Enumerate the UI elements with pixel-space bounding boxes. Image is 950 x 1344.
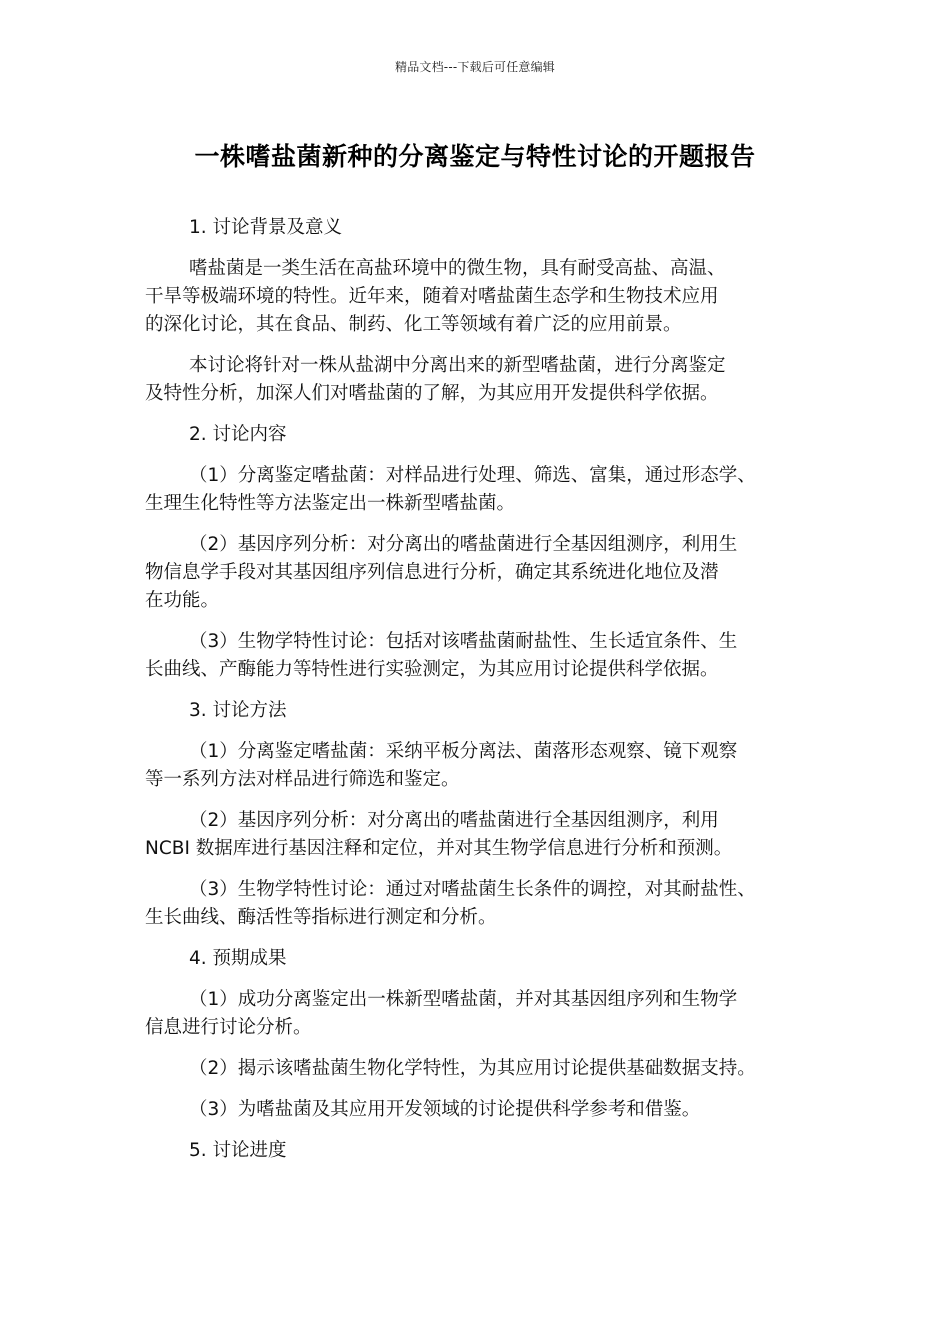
paragraph (145, 807, 817, 863)
document-title: 一株嗜盐菌新种的分离鉴定与特性讨论的开题报告 (194, 142, 756, 171)
paragraph-line: （3）生物学特性讨论：包括对该嗜盐菌耐盐性、生长适宜条件、生 (189, 631, 738, 652)
paragraph-line: 生长曲线、酶活性等指标进行测定和分析。 (145, 907, 497, 928)
section-heading: 5. 讨论进度 (189, 1140, 287, 1161)
section-heading: 3. 讨论方法 (189, 700, 287, 721)
paragraph-line: 长曲线、产酶能力等特性进行实验测定，为其应用讨论提供科学依据。 (145, 659, 719, 680)
paragraph-line: NCBI 数据库进行基因注释和定位，并对其生物学信息进行分析和预测。 (145, 838, 733, 859)
paragraph-line: （2）基因序列分析：对分离出的嗜盐菌进行全基因组测序，利用生 (189, 534, 738, 555)
paragraph-line: （2）揭示该嗜盐菌生物化学特性，为其应用讨论提供基础数据支持。 (189, 1058, 756, 1079)
paragraph (145, 876, 817, 932)
paragraph-line: （1）分离鉴定嗜盐菌：对样品进行处理、筛选、富集，通过形态学、 (189, 465, 756, 486)
paragraph-line: 干旱等极端环境的特性。近年来，随着对嗜盐菌生态学和生物技术应用 (145, 286, 719, 307)
paragraph (145, 628, 817, 684)
paragraph-line: （2）基因序列分析：对分离出的嗜盐菌进行全基因组测序，利用 (189, 810, 719, 831)
paragraph-line: （3）为嗜盐菌及其应用开发领域的讨论提供科学参考和借鉴。 (189, 1099, 701, 1120)
paragraph-line: 信息进行讨论分析。 (145, 1017, 312, 1038)
paragraph-line: 在功能。 (145, 590, 220, 611)
paragraph-line: 的深化讨论，其在食品、制药、化工等领域有着广泛的应用前景。 (145, 314, 682, 335)
paragraph (145, 462, 817, 518)
paragraph (145, 738, 817, 794)
paragraph (145, 1096, 817, 1124)
page-header: 精品文档---下载后可任意编辑 (395, 60, 555, 74)
paragraph (145, 352, 817, 408)
section-heading: 2. 讨论内容 (189, 424, 287, 445)
paragraph-line: 嗜盐菌是一类生活在高盐环境中的微生物，具有耐受高盐、高温、 (189, 258, 726, 279)
paragraph (145, 531, 817, 615)
paragraph-line: 生理生化特性等方法鉴定出一株新型嗜盐菌。 (145, 493, 516, 514)
paragraph-line: 物信息学手段对其基因组序列信息进行分析，确定其系统进化地位及潜 (145, 562, 719, 583)
paragraph-line: （3）生物学特性讨论：通过对嗜盐菌生长条件的调控，对其耐盐性、 (189, 879, 756, 900)
paragraph (145, 986, 817, 1042)
paragraph-line: 及特性分析，加深人们对嗜盐菌的了解，为其应用开发提供科学依据。 (145, 383, 719, 404)
section-heading: 1. 讨论背景及意义 (189, 217, 343, 238)
document-body (145, 214, 817, 1178)
paragraph-line: （1）分离鉴定嗜盐菌：采纳平板分离法、菌落形态观察、镜下观察 (189, 741, 738, 762)
paragraph-line: 等一系列方法对样品进行筛选和鉴定。 (145, 769, 460, 790)
paragraph (145, 255, 817, 339)
paragraph (145, 1055, 817, 1083)
paragraph-line: （1）成功分离鉴定出一株新型嗜盐菌，并对其基因组序列和生物学 (189, 989, 738, 1010)
paragraph-line: 本讨论将针对一株从盐湖中分离出来的新型嗜盐菌，进行分离鉴定 (189, 355, 726, 376)
section-heading: 4. 预期成果 (189, 948, 287, 969)
